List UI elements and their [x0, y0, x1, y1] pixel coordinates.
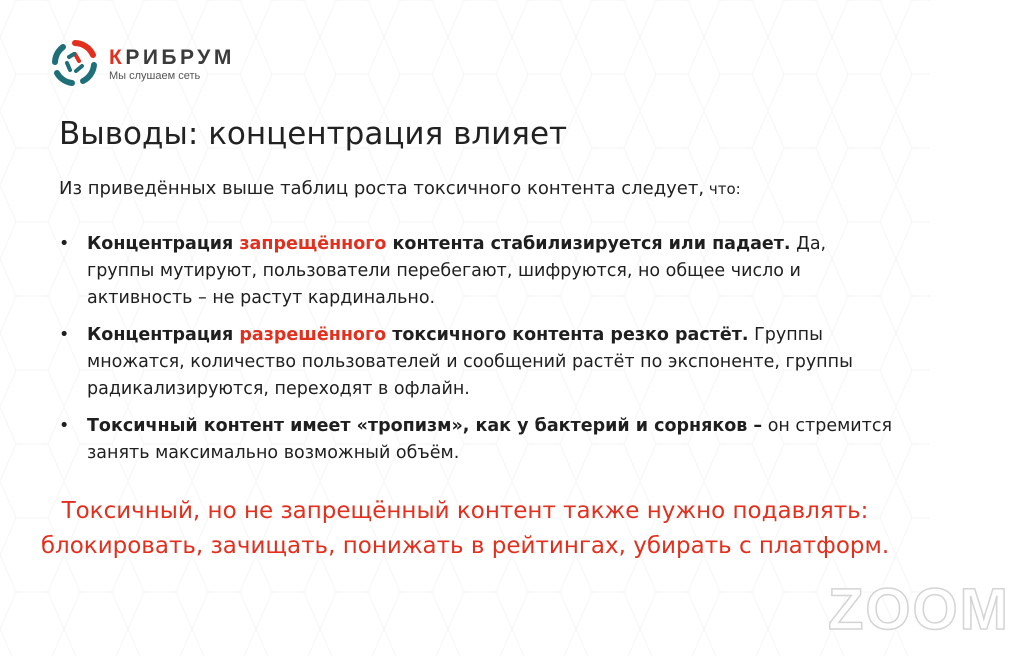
zoom-watermark: ZOOM: [828, 577, 1010, 642]
kribrum-logo-icon: [50, 38, 100, 88]
logo-tagline: Мы слушаем сеть: [109, 69, 201, 82]
conclusion-bullets: [59, 231, 899, 477]
subtitle-tail: что:: [704, 180, 741, 198]
logo-name: [109, 47, 235, 69]
slide-subtitle: [59, 178, 741, 199]
bullet-item: [59, 231, 899, 312]
bullet-marker: •: [59, 234, 70, 254]
kribrum-logo: [50, 38, 235, 88]
logo-name-first: К: [109, 45, 126, 69]
bullet-bold-tail: токсичного контента резко растёт.: [386, 325, 749, 345]
bullet-highlight: запрещённого: [239, 234, 387, 254]
bullet-bold-lead: Концентрация: [87, 234, 240, 254]
conclusion-callout: Токсичный, но не запрещённый контент также нужно подавлять: блокировать, зачищать, понижать в рейтингах, убирать с платформ.: [40, 498, 890, 559]
bullet-bold-tail: контента стабилизируется или падает.: [386, 234, 791, 254]
bullet-marker: •: [59, 416, 70, 436]
bullet-item: [59, 322, 899, 403]
bullet-bold-lead: Токсичный контент имеет «тропизм», как у бактерий и сорняков –: [87, 416, 763, 436]
bullet-bold-lead: Концентрация: [87, 325, 240, 345]
subtitle-main: Из приведённых выше таблиц роста токсичного контента следует,: [59, 178, 705, 199]
bullet-text: он стремится занять максимально возможный объём.: [87, 416, 893, 463]
bullet-marker: •: [59, 325, 70, 345]
bullet-highlight: разрешённого: [239, 325, 387, 345]
bullet-text: Группы множатся, количество пользователей и сообщений растёт по экспоненте, группы радикализируются, переходят в офлайн.: [87, 325, 853, 399]
bullet-text: Да, группы мутируют, пользователи перебегают, шифруются, но общее число и активность – не растут кардинально.: [87, 234, 827, 308]
logo-name-rest: РИБРУМ: [125, 45, 235, 69]
bullet-item: [59, 413, 899, 467]
slide-title: Выводы: концентрация влияет: [59, 116, 568, 152]
